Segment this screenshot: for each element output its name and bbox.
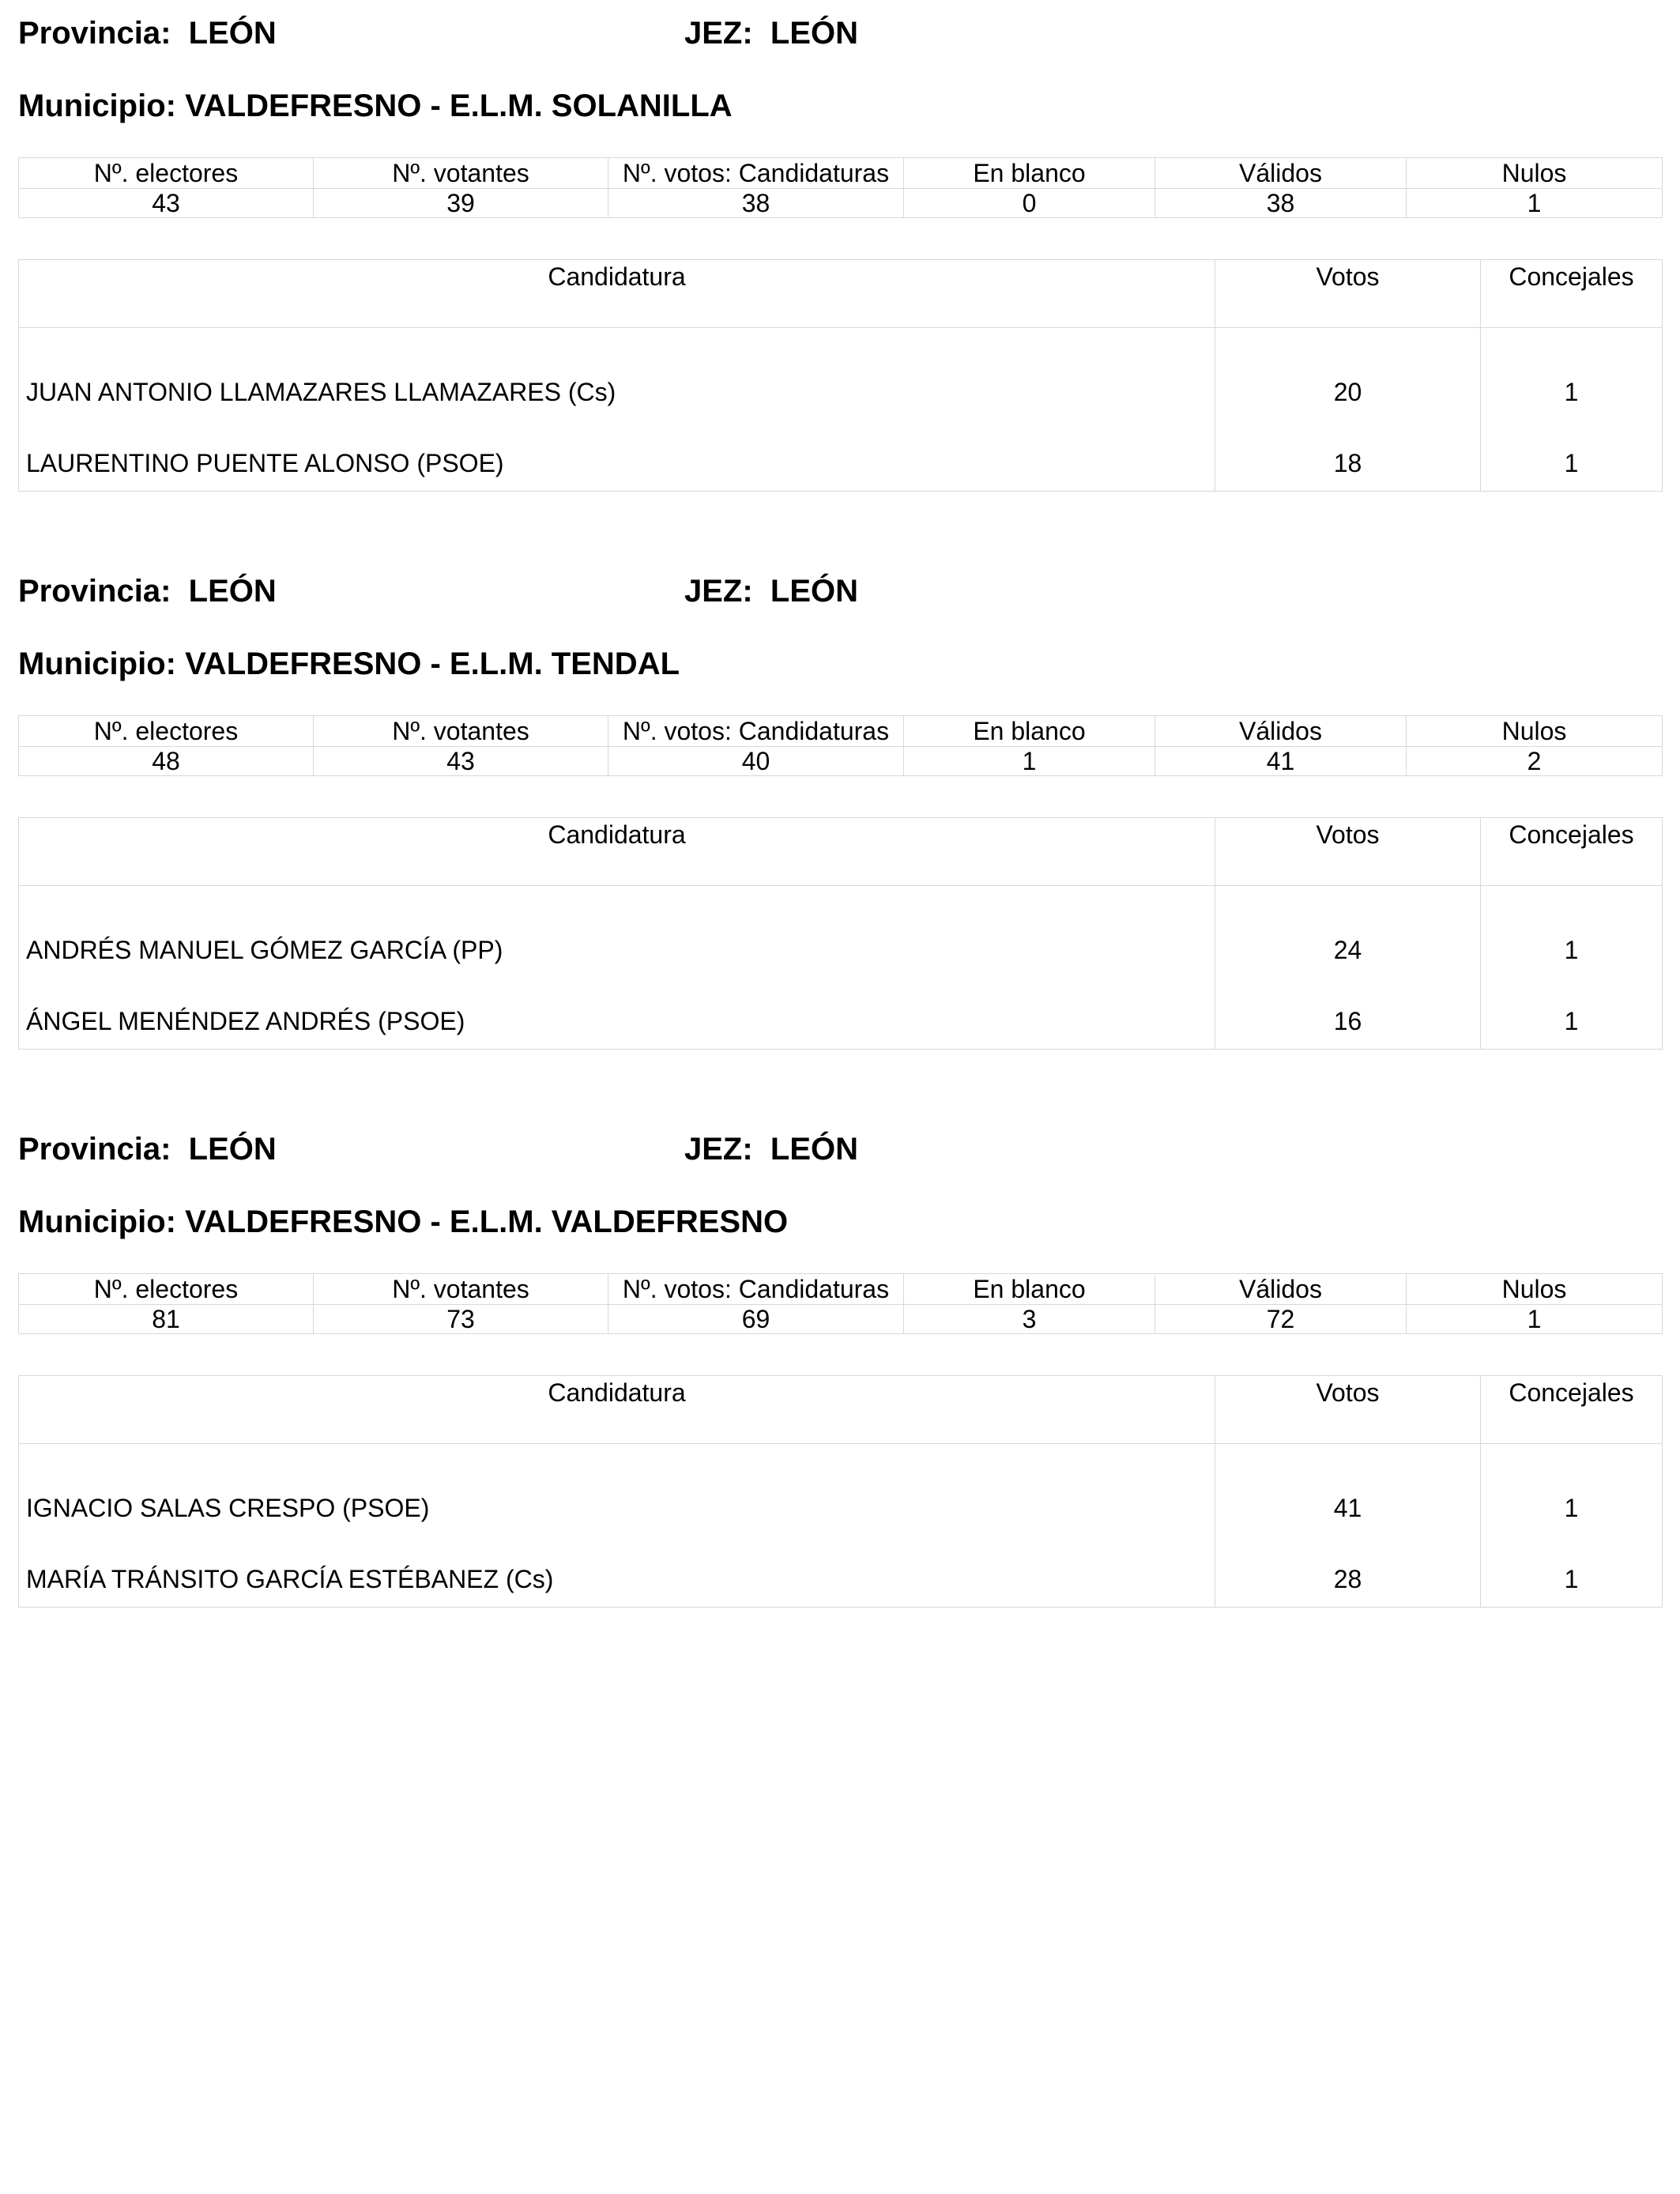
results-section-valdefresno	[18, 1132, 1662, 1593]
stats-value: 38	[1155, 189, 1407, 218]
candidates-header-row	[19, 1376, 1663, 1444]
stats-value: 69	[608, 1305, 904, 1334]
stats-table	[18, 715, 1663, 776]
stats-header: Válidos	[1155, 158, 1407, 189]
candidate-votos: 41	[1215, 1444, 1481, 1538]
col-concejales: Concejales	[1481, 818, 1663, 886]
stats-value: 72	[1155, 1305, 1407, 1334]
stats-header: Nulos	[1407, 1274, 1663, 1305]
candidate-concejales: 1	[1481, 979, 1663, 1050]
candidate-name: LAURENTINO PUENTE ALONSO (PSOE)	[26, 449, 504, 477]
stats-value: 43	[19, 189, 314, 218]
col-votos: Votos	[1215, 818, 1481, 886]
header-row	[18, 574, 1662, 613]
stats-header: Nulos	[1407, 716, 1663, 747]
stats-header: Nº. votantes	[314, 158, 608, 189]
stats-value: 3	[904, 1305, 1155, 1334]
col-candidatura: Candidatura	[19, 818, 1215, 886]
stats-header: Nº. votos: Candidaturas	[608, 1274, 904, 1305]
stats-value: 1	[904, 747, 1155, 776]
stats-header: Nº. electores	[19, 716, 314, 747]
results-section-tendal	[18, 574, 1662, 1035]
candidates-table	[18, 259, 1663, 492]
candidate-row	[19, 1444, 1663, 1538]
candidate-name: ÁNGEL MENÉNDEZ ANDRÉS (PSOE)	[26, 1007, 465, 1035]
candidate-votos: 20	[1215, 328, 1481, 422]
header-row	[18, 16, 1662, 55]
candidates-header-row	[19, 818, 1663, 886]
candidate-concejales: 1	[1481, 1537, 1663, 1608]
stats-header-row	[19, 158, 1663, 189]
candidate-row	[19, 1537, 1663, 1608]
candidates-table	[18, 817, 1663, 1050]
stats-value: 41	[1155, 747, 1407, 776]
stats-table	[18, 1273, 1663, 1334]
stats-header: Nº. votos: Candidaturas	[608, 716, 904, 747]
stats-value: 1	[1407, 1305, 1663, 1334]
municipio-heading: Municipio: VALDEFRESNO - E.L.M. SOLANILLA	[18, 89, 733, 123]
stats-value: 73	[314, 1305, 608, 1334]
jez-heading: JEZ: LEÓN	[684, 16, 859, 51]
stats-value-row	[19, 1305, 1663, 1334]
stats-value: 40	[608, 747, 904, 776]
stats-header-row	[19, 1274, 1663, 1305]
stats-value-row	[19, 747, 1663, 776]
candidate-votos: 16	[1215, 979, 1481, 1050]
candidate-name: IGNACIO SALAS CRESPO (PSOE)	[26, 1494, 430, 1522]
candidate-name: JUAN ANTONIO LLAMAZARES LLAMAZARES (Cs)	[26, 378, 616, 406]
stats-value: 38	[608, 189, 904, 218]
stats-header: En blanco	[904, 716, 1155, 747]
jez-heading: JEZ: LEÓN	[684, 1132, 859, 1167]
stats-header: Válidos	[1155, 1274, 1407, 1305]
col-concejales: Concejales	[1481, 1376, 1663, 1444]
col-candidatura: Candidatura	[19, 260, 1215, 328]
candidate-votos: 24	[1215, 886, 1481, 980]
candidates-table	[18, 1375, 1663, 1608]
results-section-solanilla	[18, 16, 1662, 477]
candidate-votos: 28	[1215, 1537, 1481, 1608]
candidate-concejales: 1	[1481, 886, 1663, 980]
stats-header: Válidos	[1155, 716, 1407, 747]
candidate-name: ANDRÉS MANUEL GÓMEZ GARCÍA (PP)	[26, 936, 503, 964]
provincia-heading: Provincia: LEÓN	[18, 574, 277, 609]
candidate-name: MARÍA TRÁNSITO GARCÍA ESTÉBANEZ (Cs)	[26, 1565, 554, 1593]
candidate-votos: 18	[1215, 421, 1481, 492]
provincia-heading: Provincia: LEÓN	[18, 1132, 277, 1167]
header-row	[18, 1132, 1662, 1171]
stats-table	[18, 157, 1663, 218]
candidate-concejales: 1	[1481, 1444, 1663, 1538]
provincia-heading: Provincia: LEÓN	[18, 16, 277, 51]
stats-value: 0	[904, 189, 1155, 218]
stats-header: Nº. votantes	[314, 716, 608, 747]
candidate-row	[19, 886, 1663, 980]
stats-value: 39	[314, 189, 608, 218]
candidate-row	[19, 328, 1663, 422]
col-votos: Votos	[1215, 260, 1481, 328]
municipio-heading: Municipio: VALDEFRESNO - E.L.M. VALDEFRESNO	[18, 1204, 789, 1239]
stats-value: 43	[314, 747, 608, 776]
candidate-concejales: 1	[1481, 421, 1663, 492]
stats-value-row	[19, 189, 1663, 218]
municipio-heading: Municipio: VALDEFRESNO - E.L.M. TENDAL	[18, 647, 680, 681]
candidate-concejales: 1	[1481, 328, 1663, 422]
stats-header: Nº. votantes	[314, 1274, 608, 1305]
jez-heading: JEZ: LEÓN	[684, 574, 859, 609]
stats-header: Nº. electores	[19, 1274, 314, 1305]
candidate-row	[19, 979, 1663, 1050]
col-votos: Votos	[1215, 1376, 1481, 1444]
stats-header: Nº. electores	[19, 158, 314, 189]
candidates-header-row	[19, 260, 1663, 328]
col-candidatura: Candidatura	[19, 1376, 1215, 1444]
stats-header-row	[19, 716, 1663, 747]
stats-header: Nº. votos: Candidaturas	[608, 158, 904, 189]
stats-header: En blanco	[904, 158, 1155, 189]
stats-value: 81	[19, 1305, 314, 1334]
stats-header: Nulos	[1407, 158, 1663, 189]
stats-header: En blanco	[904, 1274, 1155, 1305]
candidate-row	[19, 421, 1663, 492]
stats-value: 2	[1407, 747, 1663, 776]
stats-value: 48	[19, 747, 314, 776]
stats-value: 1	[1407, 189, 1663, 218]
col-concejales: Concejales	[1481, 260, 1663, 328]
